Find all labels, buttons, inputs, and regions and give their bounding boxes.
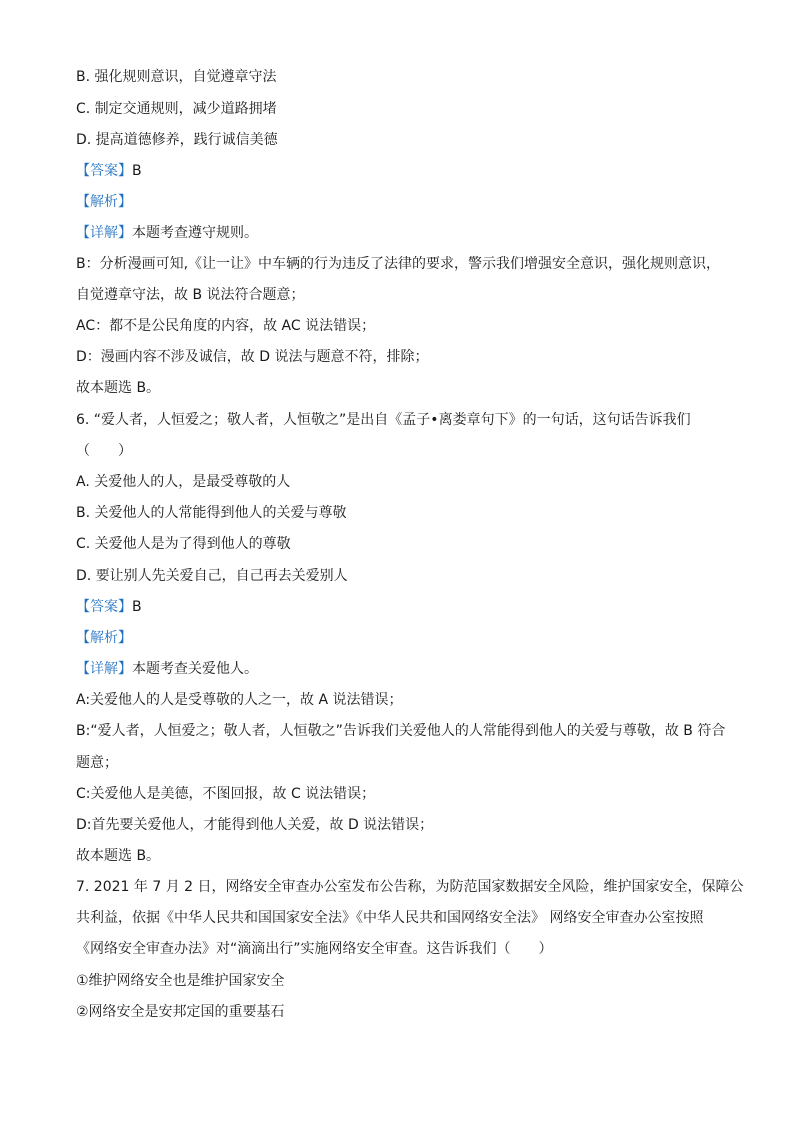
conclusion-line: 故本题选 B。 xyxy=(76,848,161,864)
answer-tag: 【答案】 xyxy=(76,163,132,179)
question-7-stem: 《网络安全审查办法》对“滴滴出行”实施网络安全审查。这告诉我们（ ） xyxy=(76,941,553,957)
explanation-line: B:“爱人者，人恒爱之；敬人者，人恒敬之”告诉我们关爱他人的人常能得到他人的关爱与尊敬，故 B 符合 xyxy=(76,723,726,739)
answer-line: 【答案】B xyxy=(76,599,142,615)
answer-line: 【答案】B xyxy=(76,163,142,179)
option-a: A. 关爱他人的人，是最受尊敬的人 xyxy=(76,474,291,490)
explanation-line: A:关爱他人的人是受尊敬的人之一，故 A 说法错误； xyxy=(76,692,403,708)
detail-tag: 【详解】 xyxy=(76,661,132,677)
statement-1: ①维护网络安全也是维护国家安全 xyxy=(76,973,285,989)
answer-tag: 【答案】 xyxy=(76,599,132,615)
question-7-stem: 共利益，依据《中华人民共和国国家安全法》《中华人民共和国网络安全法》 网络安全审查办公室按照 xyxy=(76,910,704,926)
detail-line: 【详解】本题考查遵守规则。 xyxy=(76,225,258,241)
analysis-line xyxy=(76,628,726,648)
explanation-line: C:关爱他人是美德，不图回报，故 C 说法错误； xyxy=(76,786,376,802)
conclusion-line: 故本题选 B。 xyxy=(76,380,161,396)
explanation-line: D:首先要关爱他人，才能得到他人关爱，故 D 说法错误； xyxy=(76,817,434,833)
option-b: B. 关爱他人的人常能得到他人的关爱与尊敬 xyxy=(76,505,347,521)
analysis-line xyxy=(76,192,726,212)
explanation-line: 题意； xyxy=(76,755,118,771)
question-7-stem: 7. 2021 年 7 月 2 日，网络安全审查办公室发布公告称，为防范国家数据安全风险，维护国家安全，保障公 xyxy=(76,879,744,895)
detail-line: 【详解】本题考查关爱他人。 xyxy=(76,661,258,677)
question-6-stem: 6. “爱人者，人恒爱之；敬人者，人恒敬之”是出自《孟子•离娄章句下》的一句话，这句话告诉我们 xyxy=(76,412,691,428)
analysis-tag: 【解析】 xyxy=(76,194,132,210)
option-c: C. 制定交通规则，减少道路拥堵 xyxy=(76,101,277,117)
statement-2: ②网络安全是安邦定国的重要基石 xyxy=(76,1004,285,1020)
analysis-tag: 【解析】 xyxy=(76,630,132,646)
detail-tag: 【详解】 xyxy=(76,225,132,241)
option-d: D. 提高道德修养，践行诚信美德 xyxy=(76,132,278,148)
question-6-blank: （ ） xyxy=(76,443,132,459)
option-b: B. 强化规则意识，自觉遵章守法 xyxy=(76,69,277,85)
option-d: D. 要让别人先关爱自己，自己再去关爱别人 xyxy=(76,568,348,584)
explanation-line: AC：都不是公民角度的内容，故 AC 说法错误； xyxy=(76,318,376,334)
explanation-line: D：漫画内容不涉及诚信，故 D 说法与题意不符，排除； xyxy=(76,349,429,365)
explanation-line: 自觉遵章守法，故 B 说法符合题意； xyxy=(76,287,305,303)
option-c: C. 关爱他人是为了得到他人的尊敬 xyxy=(76,536,291,552)
explanation-line: B：分析漫画可知,《让一让》中车辆的行为违反了法律的要求，警示我们增强安全意识，强化规则意识， xyxy=(76,256,721,272)
